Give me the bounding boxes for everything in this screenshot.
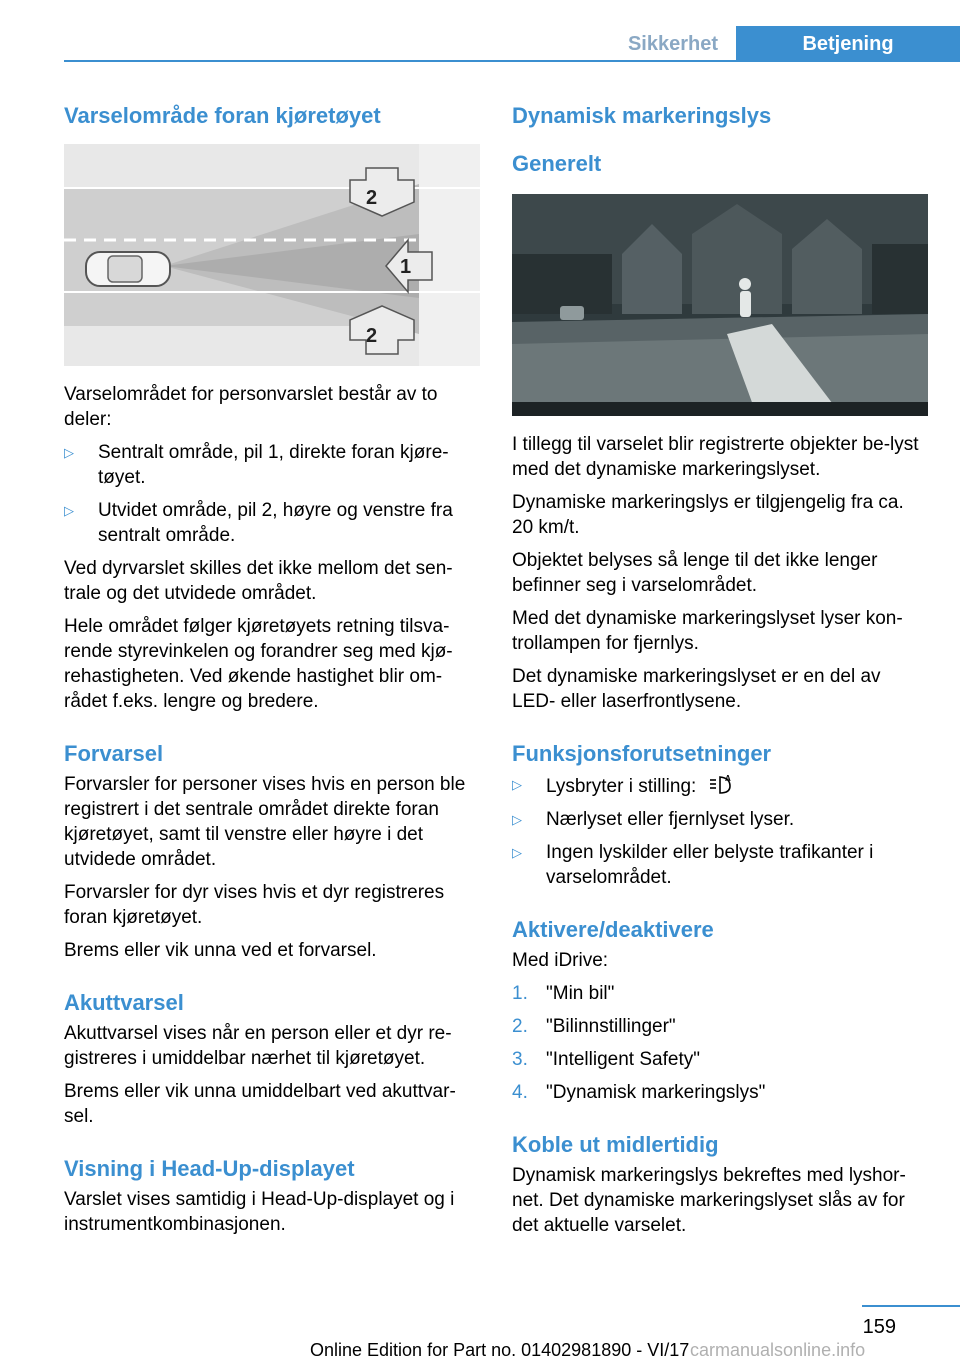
watermark[interactable]: carmanualsonline.info: [690, 1340, 866, 1360]
warning-area-diagram: [64, 144, 480, 366]
paragraph: Dynamisk markeringslys bekreftes med lyshor-net. Det dynamiske markeringslyset slås av for det aktuelle varselet.: [512, 1165, 906, 1236]
paragraph: Dynamiske markeringslys er tilgjengelig fra ca. 20 km/t.: [512, 492, 904, 538]
triangle-bullet-icon: ▷: [64, 503, 74, 518]
heading-dynamic-light: Dynamisk markeringslys: [512, 103, 772, 128]
paragraph: Med det dynamiske markeringslyset lyser kon-trollampen for fjernlys.: [512, 608, 903, 654]
right-column: [512, 96, 928, 1246]
section-hud: [64, 1151, 480, 1237]
paragraph: Akuttvarsel vises når en person eller et dyr re-gistreres i umiddelbar nærhet til kjøretøyet.: [64, 1023, 452, 1069]
list-item: ▷ Lysbryter i stilling: A: [512, 772, 928, 799]
triangle-bullet-icon: ▷: [512, 777, 522, 792]
triangle-bullet-icon: ▷: [512, 812, 522, 827]
automatic-headlight-icon: [708, 772, 736, 796]
triangle-bullet-icon: ▷: [512, 845, 522, 860]
paragraph: Forvarsler for dyr vises hvis et dyr registreres foran kjøretøyet.: [64, 882, 445, 928]
svg-text:2: 2: [366, 187, 378, 209]
pedestrian-figure: [739, 278, 751, 317]
tab-sikkerhet[interactable]: Sikkerhet: [627, 33, 719, 55]
heading-funksjon: Funksjonsforutsetninger: [512, 741, 772, 766]
list-item: ▷ Sentralt område, pil 1, direkte foran kjøre-tøyet.: [64, 442, 449, 488]
paragraph: Hele området følger kjøretøyets retning tilsva-rende styrevinkelen og forandrer seg med kjø-rehastigheten. Ved økende hastighet blir om-rådet f.eks. lengre og bredere.: [64, 616, 453, 712]
paragraph: Brems eller vik unna umiddelbart ved akuttvar-sel.: [64, 1081, 456, 1127]
list-item: ▷ Utvidet område, pil 2, høyre og venstre fra sentralt område.: [64, 500, 453, 546]
svg-text:2: 2: [366, 325, 378, 347]
list-item: 2. "Bilinnstillinger": [512, 1016, 676, 1037]
tab-betjening[interactable]: Betjening: [736, 26, 960, 62]
list-item: ▷ Ingen lyskilder eller belyste trafikanter i varselområdet.: [512, 842, 874, 888]
svg-text:A: A: [724, 774, 731, 783]
svg-text:1: 1: [400, 256, 412, 278]
list-item: 4. "Dynamisk markeringslys": [512, 1082, 766, 1103]
header-rule: [64, 60, 960, 62]
paragraph: Forvarsler for personer vises hvis en person ble registrert i det sentrale området direkte foran kjøretøyet, samt til venstre eller høyre i det utvidede området.: [64, 774, 466, 870]
paragraph: Ved dyrvarslet skilles det ikke mellom det sen-trale og det utvidede området.: [64, 558, 453, 604]
list-item: 3. "Intelligent Safety": [512, 1049, 700, 1070]
paragraph: Objektet belyses så lenge til det ikke lenger befinner seg i varselområdet.: [512, 550, 878, 596]
section-forvarsel: [64, 736, 480, 963]
heading-koble: Koble ut midlertidig: [512, 1132, 719, 1157]
paragraph: I tillegg til varselet blir registrerte objekter be-lyst med det dynamiske markeringslyset.: [512, 434, 919, 480]
night-road-photo: [512, 194, 928, 416]
paragraph: Med iDrive:: [512, 950, 609, 971]
page-number: 159: [862, 1316, 896, 1338]
section-akuttvarsel: [64, 985, 480, 1129]
intro-text: Varselområdet for personvarslet består av to deler:: [64, 384, 438, 430]
heading-akuttvarsel: Akuttvarsel: [64, 990, 184, 1015]
heading-hud: Visning i Head-Up-displayet: [64, 1156, 355, 1181]
left-column: [64, 96, 480, 1245]
heading-aktivere: Aktivere/deaktivere: [512, 917, 714, 942]
list-item: ▷ Nærlyset eller fjernlyset lyser.: [512, 809, 795, 830]
paragraph: Det dynamiske markeringslyset er en del av LED- eller laserfrontlysene.: [512, 666, 881, 712]
steps-list: [512, 981, 928, 1105]
section-funksjon: [512, 736, 928, 890]
requirements-list: [512, 772, 928, 890]
paragraph: Varslet vises samtidig i Head-Up-displayet og i instrumentkombinasjonen.: [64, 1189, 455, 1235]
triangle-bullet-icon: ▷: [64, 445, 74, 460]
section-aktivere: [512, 912, 928, 1105]
heading-generelt: Generelt: [512, 151, 602, 176]
section-koble: [512, 1127, 928, 1238]
list-item: 1. "Min bil": [512, 983, 615, 1004]
heading-warning-area: Varselområde foran kjøretøyet: [64, 103, 381, 128]
area-list: [64, 440, 480, 548]
footer-rule: [862, 1305, 960, 1307]
heading-forvarsel: Forvarsel: [64, 741, 164, 766]
paragraph: Brems eller vik unna ved et forvarsel.: [64, 940, 377, 961]
edition-text: Online Edition for Part no. 01402981890 - VI/17: [310, 1340, 690, 1360]
car-icon: [86, 252, 170, 286]
